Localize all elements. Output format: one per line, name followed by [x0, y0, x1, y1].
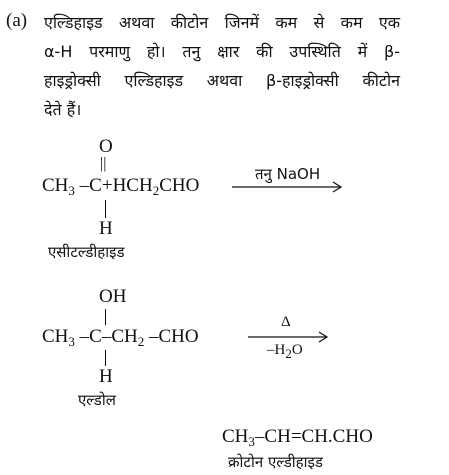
product-name: क्रोटोन एल्डीहाइड — [228, 453, 323, 471]
single-bond: – — [149, 326, 159, 347]
methyl-group: $CH_3$ — [222, 426, 255, 449]
product-formula — [222, 426, 373, 448]
methyl-group: $CH_3$ — [42, 326, 75, 349]
reagent-label: तनु NaOH — [255, 165, 321, 183]
carbonyl-oxygen: O — [99, 136, 113, 157]
central-carbon: C — [89, 326, 102, 347]
aldehyde-group: CHO — [158, 326, 199, 347]
reactant-formula — [42, 175, 199, 197]
paragraph-line-4: देते हैं। — [44, 100, 82, 119]
central-hydrogen: H — [99, 366, 113, 387]
paragraph-line-1: एल्डिहाइड अथवा कीटोन जिनमें कम से कम एक — [44, 13, 400, 32]
carbonyl-carbon: C — [89, 175, 102, 196]
methylene-group: $CH_2$ — [111, 326, 145, 349]
plus-sign: + — [101, 175, 113, 196]
second-reactant: $HCH_2CHO$ — [112, 175, 200, 198]
paragraph-line-3: हाइड्रोक्सी एल्डिहाइड अथवा β-हाइड्रोक्सी कीटोन — [44, 71, 400, 90]
part-label: (a) — [6, 10, 28, 31]
single-bond: – — [79, 175, 90, 196]
double-bond: || — [100, 155, 107, 172]
aldol-formula — [42, 326, 199, 348]
vertical-bond-top — [105, 309, 106, 325]
single-bond: – — [101, 326, 112, 347]
aldehyde-chain: CH.CHO — [301, 426, 373, 447]
reactant-name: एसीटल्डीहाइड — [48, 243, 125, 261]
vertical-bond — [105, 200, 106, 218]
heat-label: Δ — [281, 314, 291, 330]
single-bond: – — [79, 326, 90, 347]
methine-group: CH — [264, 426, 291, 447]
water-loss-label: $-H_2O$ — [267, 342, 303, 361]
aldehyde-hydrogen: H — [99, 218, 113, 239]
reaction-arrow-1 — [232, 181, 344, 193]
vertical-bond-bottom — [105, 350, 106, 366]
paragraph-line-2: α-H परमाणु हो। तनु क्षार की उपस्थिति में β- — [44, 42, 400, 61]
single-bond: – — [254, 426, 265, 447]
double-bond-sign: = — [290, 426, 302, 447]
hydroxyl-group: OH — [99, 286, 127, 307]
aldol-name: एल्डोल — [78, 391, 116, 409]
methyl-group: $CH_3$ — [42, 175, 75, 198]
